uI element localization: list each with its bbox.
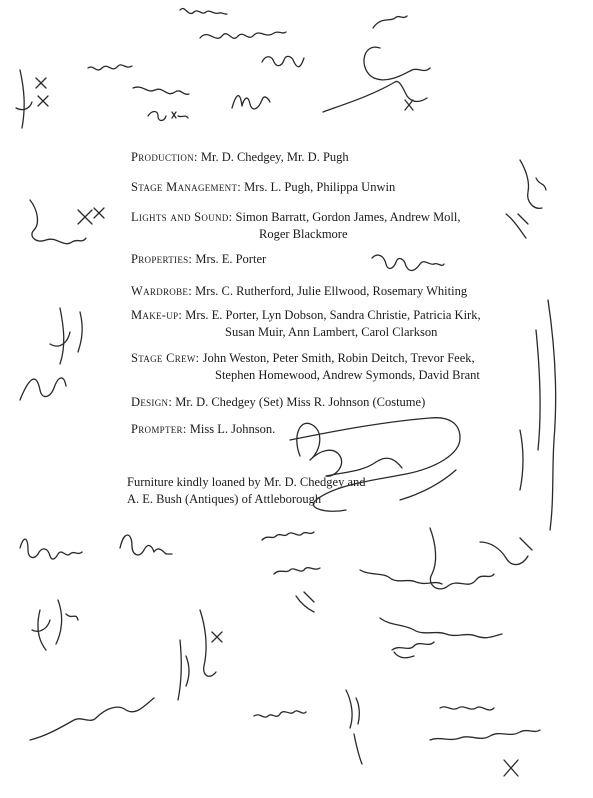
credit-properties	[131, 251, 266, 268]
credit-role: Design:	[131, 395, 173, 409]
credit-names: Mrs. L. Pugh, Philippa Unwin	[244, 180, 396, 194]
credit-role: Lights and Sound:	[131, 210, 233, 224]
credit-wardrobe	[131, 283, 467, 300]
credit-names: Mrs. C. Rutherford, Julie Ellwood, Rosemary Whiting	[195, 284, 468, 298]
credit-lights-and-sound	[131, 209, 461, 243]
credit-names: John Weston, Peter Smith, Robin Deitch, Trevor Feek,	[202, 351, 475, 365]
credit-stage-crew	[131, 350, 480, 384]
credit-role: Stage Crew:	[131, 351, 200, 365]
credit-names-continued: Stephen Homewood, Andrew Symonds, David Brant	[215, 368, 480, 382]
credit-design	[131, 394, 425, 411]
acknowledgement-line: A. E. Bush (Antiques) of Attleborough	[127, 492, 322, 506]
signature-scrawl	[20, 200, 104, 400]
credit-production	[131, 149, 349, 166]
credit-prompter	[131, 421, 275, 438]
signature-scrawl	[30, 600, 540, 776]
credit-names: Simon Barratt, Gordon James, Andrew Moll,	[235, 210, 461, 224]
credit-names-continued: Susan Muir, Ann Lambert, Carol Clarkson	[225, 325, 438, 339]
credit-stage-management	[131, 179, 395, 196]
signature-scrawl	[180, 8, 430, 112]
signature-scrawl	[16, 65, 270, 128]
credit-role: Properties:	[131, 252, 193, 266]
credit-names: Mrs. E. Porter, Lyn Dobson, Sandra Christie, Patricia Kirk,	[185, 308, 481, 322]
credit-role: Wardrobe:	[131, 284, 192, 298]
credit-role: Prompter:	[131, 422, 187, 436]
credit-names-continued: Roger Blackmore	[259, 227, 348, 241]
signature-scrawl	[20, 528, 532, 658]
acknowledgement	[127, 474, 366, 508]
acknowledgement-line: Furniture kindly loaned by Mr. D. Chedgey and	[127, 475, 366, 489]
credit-role: Production:	[131, 150, 198, 164]
credit-names: Mr. D. Chedgey, Mr. D. Pugh	[200, 150, 349, 164]
credit-make-up	[131, 307, 481, 341]
credit-names: Mr. D. Chedgey (Set) Miss R. Johnson (Costume)	[175, 395, 426, 409]
credit-role: Stage Management:	[131, 180, 242, 194]
credit-role: Make-up:	[131, 308, 183, 322]
credit-names: Miss L. Johnson.	[189, 422, 276, 436]
credit-names: Mrs. E. Porter	[195, 252, 267, 266]
